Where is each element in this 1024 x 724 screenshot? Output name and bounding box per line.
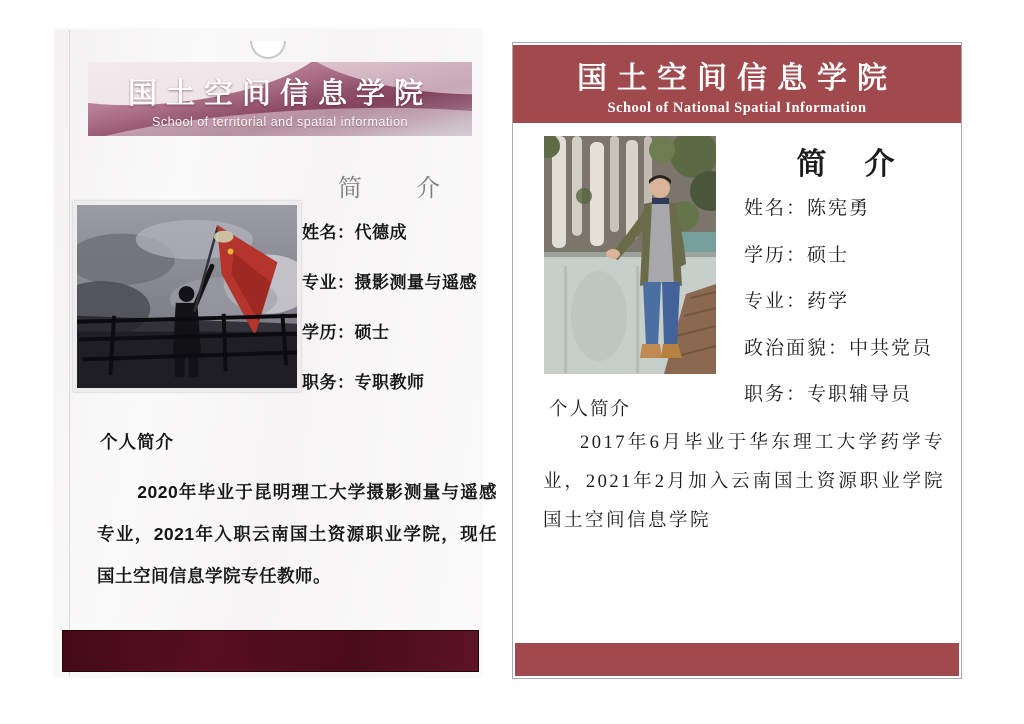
field-label: 姓名： xyxy=(744,198,808,219)
field-value: 中共党员 xyxy=(849,337,934,359)
left-profile-photo xyxy=(73,201,301,392)
field-value: 专职辅导员 xyxy=(807,384,913,405)
left-info-fields xyxy=(302,218,477,418)
field-value: 硕士 xyxy=(807,244,850,266)
right-profile-photo xyxy=(544,136,716,374)
field-label: 专业： xyxy=(744,291,808,312)
right-profile-card xyxy=(512,42,962,679)
left-bio-heading: 个人简介 xyxy=(100,432,174,452)
left-footer-bar xyxy=(62,630,479,672)
sleeve-edge-line xyxy=(69,30,70,676)
right-intro-heading: 简 介 xyxy=(796,148,899,181)
right-header-banner xyxy=(513,45,961,123)
field-label: 专业： xyxy=(302,273,355,292)
field-value: 摄影测量与遥感 xyxy=(354,273,477,292)
right-school-subtitle: School of National Spatial Information xyxy=(607,100,867,116)
left-profile-card xyxy=(55,30,497,676)
field-row xyxy=(302,318,477,343)
field-row xyxy=(302,218,477,243)
right-school-title: 国土空间信息学院 xyxy=(577,62,897,95)
field-label: 姓名： xyxy=(302,223,355,242)
field-label: 政治面貌： xyxy=(744,337,850,359)
field-row xyxy=(744,379,933,406)
left-school-title: 国土空间信息学院 xyxy=(127,78,432,110)
left-intro-heading: 简 介 xyxy=(338,175,442,202)
china-flag-photo-illustration xyxy=(77,205,297,388)
field-label: 学历： xyxy=(744,244,808,266)
field-row xyxy=(744,286,933,313)
field-value: 药学 xyxy=(807,291,850,312)
field-row xyxy=(302,368,477,393)
left-bio-text: 2020年毕业于昆明理工大学摄影测量与遥感专业，2021年入职云南国土资源职业学院，现任国土空间信息学院专任教师。 xyxy=(97,482,497,586)
field-value: 代德成 xyxy=(354,223,407,242)
waterfall-photo-illustration xyxy=(544,136,716,374)
right-bio-text: 2017年6月毕业于华东理工大学药学专业，2021年2月加入云南国土资源职业学院国土空间信息学院 xyxy=(543,433,945,531)
right-footer-bar xyxy=(515,643,959,676)
field-label: 职务： xyxy=(744,384,808,405)
field-value: 陈宪勇 xyxy=(807,198,871,219)
left-school-subtitle: School of territorial and spatial information xyxy=(152,115,408,129)
field-row xyxy=(744,240,933,267)
field-row xyxy=(744,333,933,360)
field-label: 学历： xyxy=(302,323,355,342)
sleeve-hanging-notch xyxy=(250,41,286,59)
field-value: 硕士 xyxy=(354,323,390,342)
field-value: 专职教师 xyxy=(354,373,425,392)
left-banner xyxy=(88,62,472,136)
right-bio-heading: 个人简介 xyxy=(549,400,632,420)
right-info-fields xyxy=(744,193,933,426)
field-label: 职务： xyxy=(302,373,355,392)
field-row xyxy=(744,193,933,220)
field-row xyxy=(302,268,477,293)
